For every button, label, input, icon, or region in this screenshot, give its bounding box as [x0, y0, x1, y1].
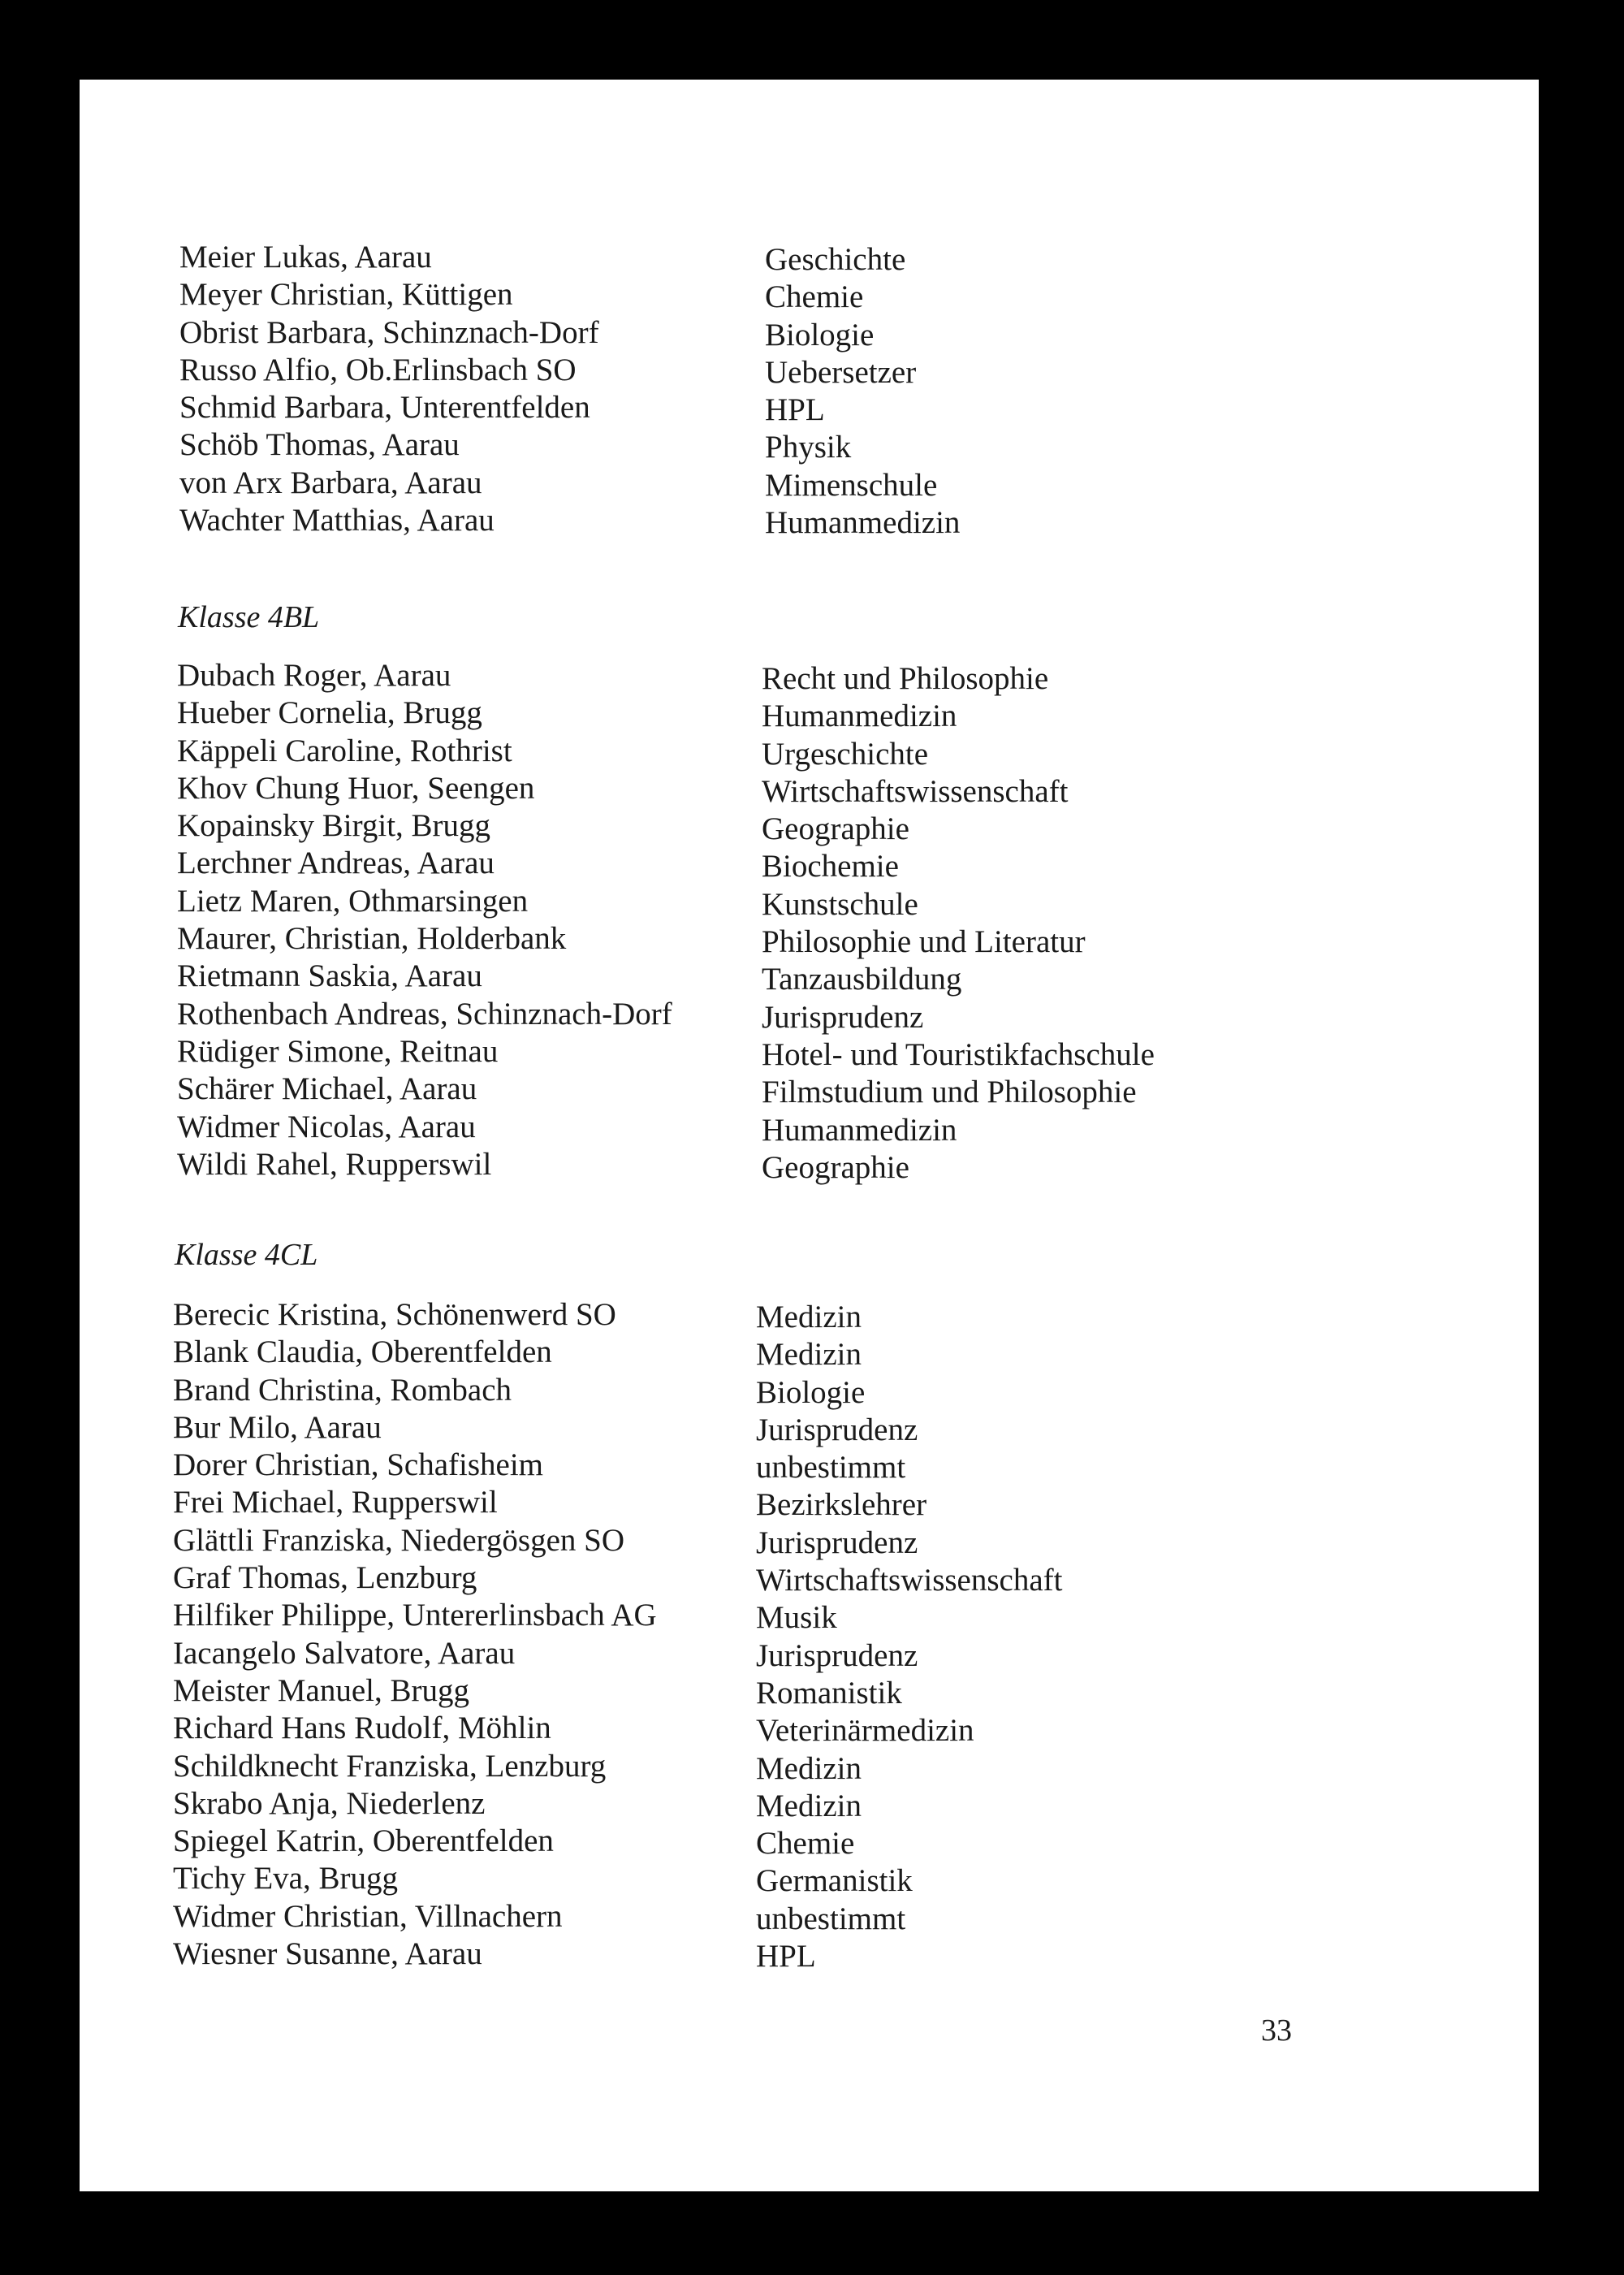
student-name: von Arx Barbara, Aarau: [179, 465, 482, 500]
study-subject: Geschichte: [765, 242, 906, 277]
study-subject: HPL: [756, 1939, 816, 1974]
student-name: Kopainsky Birgit, Brugg: [177, 808, 491, 844]
student-name: Russo Alfio, Ob.Erlinsbach SO: [179, 352, 577, 387]
study-subject: Jurisprudenz: [756, 1525, 918, 1560]
study-subject: Medizin: [756, 1788, 862, 1823]
student-name: Hueber Cornelia, Brugg: [177, 695, 482, 731]
study-subject: Wirtschaftswissenschaft: [762, 773, 1069, 809]
study-subject: Humanmedizin: [765, 505, 961, 541]
study-subject: Uebersetzer: [765, 354, 917, 390]
student-name: Bur Milo, Aarau: [173, 1409, 382, 1445]
section-1-names: [179, 239, 599, 539]
document-page: [80, 80, 1539, 2191]
student-name: Widmer Nicolas, Aarau: [177, 1109, 476, 1144]
study-subject: HPL: [765, 392, 825, 428]
student-name: Berecic Kristina, Schönenwerd SO: [173, 1297, 616, 1332]
section-2-names: [177, 657, 672, 1183]
student-name: Brand Christina, Rombach: [173, 1372, 512, 1408]
student-name: Wachter Matthias, Aarau: [179, 503, 495, 538]
study-subject: Wirtschaftswissenschaft: [756, 1563, 1063, 1598]
section-3-names: [173, 1296, 657, 1973]
study-subject: Biologie: [765, 317, 875, 352]
study-subject: Romanistik: [756, 1675, 902, 1711]
student-name: Schmid Barbara, Unterentfelden: [179, 390, 590, 426]
study-subject: Germanistik: [756, 1863, 913, 1899]
section-1-subjects: [765, 241, 960, 542]
study-subject: Hotel- und Touristikfachschule: [762, 1036, 1155, 1072]
study-subject: Humanmedizin: [762, 1112, 957, 1148]
student-name: Schöb Thomas, Aarau: [179, 427, 460, 463]
student-name: Iacangelo Salvatore, Aarau: [173, 1635, 516, 1671]
student-name: Käppeli Caroline, Rothrist: [177, 733, 512, 768]
student-name: Rietmann Saskia, Aarau: [177, 958, 482, 994]
student-name: Maurer, Christian, Holderbank: [177, 921, 567, 957]
study-subject: Jurisprudenz: [756, 1637, 918, 1673]
student-name: Khov Chung Huor, Seengen: [177, 770, 535, 806]
student-name: Rothenbach Andreas, Schinznach-Dorf: [177, 996, 672, 1032]
study-subject: Medizin: [756, 1300, 862, 1334]
study-subject: Jurisprudenz: [762, 999, 924, 1035]
section-3-subjects: [756, 1299, 1063, 1975]
study-subject: Filmstudium und Philosophie: [762, 1075, 1137, 1110]
study-subject: Chemie: [765, 279, 864, 315]
student-name: Wildi Rahel, Rupperswil: [177, 1146, 492, 1182]
study-subject: Bezirkslehrer: [756, 1487, 927, 1523]
student-name: Glättli Franziska, Niedergösgen SO: [173, 1522, 625, 1558]
student-name: Dubach Roger, Aarau: [177, 658, 451, 693]
study-subject: unbestimmt: [756, 1901, 906, 1936]
study-subject: Biologie: [756, 1374, 866, 1410]
study-subject: Medizin: [756, 1337, 862, 1373]
study-subject: Humanmedizin: [762, 699, 957, 734]
student-name: Dorer Christian, Schafisheim: [173, 1447, 543, 1483]
student-name: Hilfiker Philippe, Untererlinsbach AG: [173, 1598, 657, 1633]
student-name: Meister Manuel, Brugg: [173, 1672, 470, 1708]
study-subject: Tanzausbildung: [762, 962, 962, 997]
student-name: Lietz Maren, Othmarsingen: [177, 883, 529, 919]
study-subject: Urgeschichte: [762, 736, 929, 772]
student-name: Rüdiger Simone, Reitnau: [177, 1033, 499, 1069]
student-name: Frei Michael, Rupperswil: [173, 1485, 498, 1520]
study-subject: Philosophie und Literatur: [762, 924, 1086, 960]
student-name: Schildknecht Franziska, Lenzburg: [173, 1748, 607, 1784]
student-name: Obrist Barbara, Schinznach-Dorf: [179, 314, 599, 350]
study-subject: Musik: [756, 1600, 837, 1636]
study-subject: unbestimmt: [756, 1450, 906, 1486]
study-subject: Biochemie: [762, 849, 899, 884]
study-subject: Jurisprudenz: [756, 1412, 918, 1447]
student-name: Meier Lukas, Aarau: [179, 240, 432, 275]
study-subject: Geographie: [762, 811, 909, 847]
class-heading-4bl: Klasse 4BL: [178, 600, 320, 634]
study-subject: Chemie: [756, 1826, 855, 1862]
student-name: Lerchner Andreas, Aarau: [177, 846, 495, 881]
section-2-subjects: [762, 660, 1155, 1187]
student-name: Meyer Christian, Küttigen: [179, 277, 513, 313]
student-name: Schärer Michael, Aarau: [177, 1071, 477, 1107]
study-subject: Veterinärmedizin: [756, 1713, 974, 1749]
study-subject: Physik: [765, 430, 852, 465]
student-name: Blank Claudia, Oberentfelden: [173, 1334, 552, 1370]
study-subject: Mimenschule: [765, 467, 938, 503]
study-subject: Recht und Philosophie: [762, 661, 1049, 696]
student-name: Tichy Eva, Brugg: [173, 1861, 398, 1897]
study-subject: Kunstschule: [762, 886, 918, 922]
student-name: Richard Hans Rudolf, Möhlin: [173, 1711, 551, 1746]
class-heading-4cl: Klasse 4CL: [175, 1238, 318, 1272]
student-name: Skrabo Anja, Niederlenz: [173, 1785, 486, 1821]
student-name: Spiegel Katrin, Oberentfelden: [173, 1823, 554, 1859]
study-subject: Geographie: [762, 1149, 909, 1185]
student-name: Wiesner Susanne, Aarau: [173, 1936, 482, 1972]
study-subject: Medizin: [756, 1750, 862, 1786]
page-number: 33: [1261, 2013, 1292, 2048]
student-name: Widmer Christian, Villnachern: [173, 1898, 563, 1934]
student-name: Graf Thomas, Lenzburg: [173, 1560, 477, 1596]
